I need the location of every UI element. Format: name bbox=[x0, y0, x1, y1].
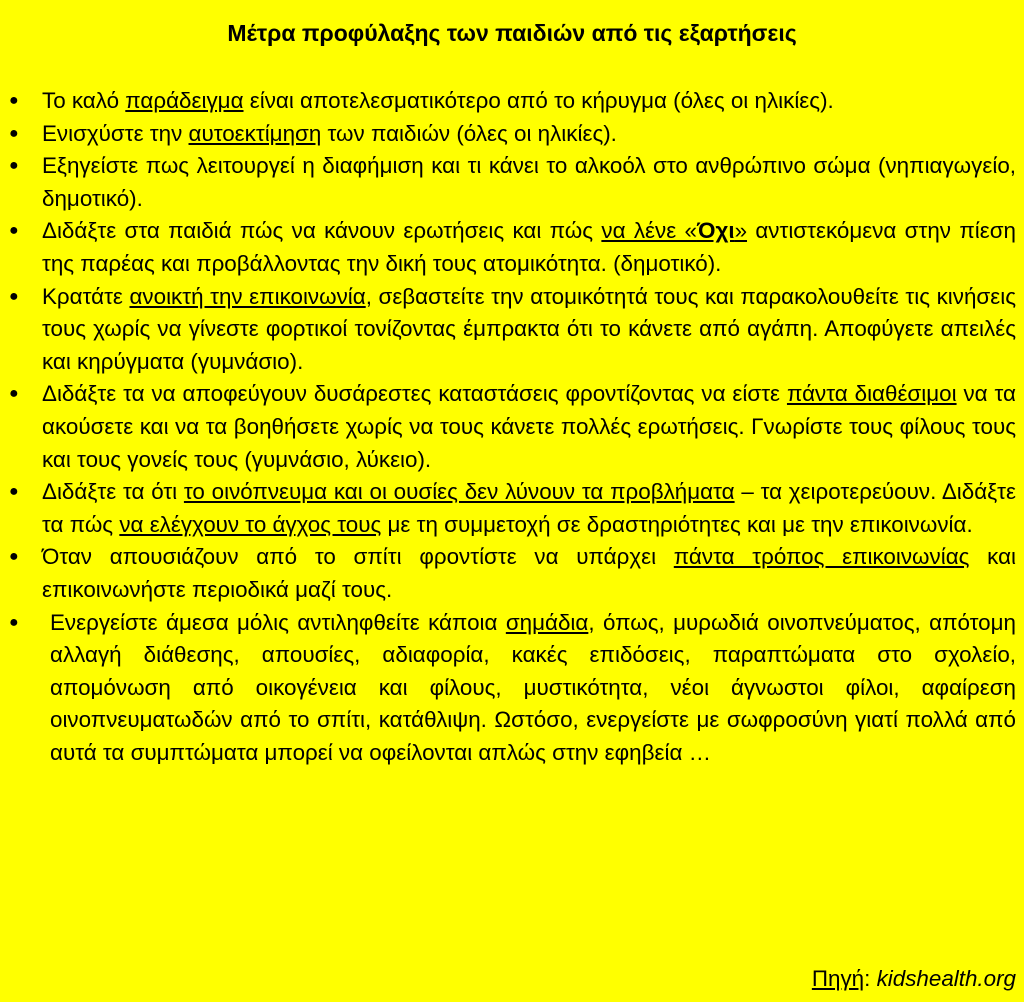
emphasized-text: αυτοεκτίμηση bbox=[188, 120, 322, 146]
emphasized-text: να ελέγχουν το άγχος τους bbox=[119, 511, 382, 537]
emphasized-text: σημάδια bbox=[505, 609, 589, 635]
item-text: Διδάξτε τα να αποφεύγουν δυσάρεστες καταστάσεις φροντίζοντας να είστε bbox=[42, 381, 787, 407]
list-item bbox=[0, 150, 1024, 215]
emphasized-text: Όχι bbox=[696, 218, 735, 244]
list-item bbox=[0, 607, 1024, 770]
item-text: είναι αποτελεσματικότερο από το κήρυγμα (όλες οι ηλικίες). bbox=[243, 88, 834, 113]
list-item bbox=[0, 85, 1024, 118]
item-text: με τη συμμετοχή σε δραστηριότητες και με την επικοινωνία. bbox=[381, 511, 973, 537]
list-item bbox=[0, 281, 1024, 379]
item-text: Το καλό bbox=[42, 88, 126, 113]
emphasized-text: » bbox=[734, 218, 748, 244]
item-text: και επικοινωνήστε περιοδικά μαζί τους. bbox=[42, 544, 1017, 602]
item-text: Ενεργείστε άμεσα μόλις αντιληφθείτε κάποια bbox=[50, 609, 506, 635]
bullet-icon: ● bbox=[9, 124, 19, 142]
item-text: των παιδιών (όλες οι ηλικίες). bbox=[321, 120, 617, 146]
bullet-icon: ● bbox=[9, 287, 19, 305]
list-item bbox=[0, 118, 1024, 151]
source-label: Πηγή bbox=[811, 966, 865, 991]
list-item bbox=[0, 476, 1024, 541]
source-line bbox=[812, 964, 1016, 994]
item-text: Ενισχύστε την bbox=[42, 120, 189, 146]
item-text: Διδάξτε τα ότι bbox=[42, 479, 184, 505]
bullet-list bbox=[0, 85, 1024, 769]
item-text: Διδάξτε στα παιδιά πώς να κάνουν ερωτήσεις και πώς bbox=[42, 218, 602, 244]
source-site[interactable]: kidshealth.org bbox=[876, 966, 1016, 991]
item-text: , όπως, μυρωδιά οινοπνεύματος, απότομη αλλαγή διάθεσης, απουσίες, αδιαφορία, κακές επιδόσεις, παραπτώματα στο σχολείο, απομόνωση από οικογένεια και φίλους, μυστικότητα, νέοι άγνωστοι φίλοι, αφαίρεση οινοπνευματωδών από το σπίτι, κατάθλιψη. Ωστόσο, ενεργείστε με σωφροσύνη γιατί πολλά από αυτά τα συμπτώματα μπορεί να οφείλονται απλώς στην εφηβεία … bbox=[50, 609, 1016, 765]
emphasized-text: πάντα διαθέσιμοι bbox=[786, 381, 957, 407]
bullet-icon: ● bbox=[9, 548, 19, 566]
list-item bbox=[0, 378, 1024, 476]
item-text: αντιστεκόμενα στην πίεση της παρέας και προβάλλοντας την δική τους ατομικότητα. (δημοτικό). bbox=[42, 218, 1016, 276]
bullet-icon: ● bbox=[9, 222, 19, 240]
emphasized-text: να λένε « bbox=[601, 218, 697, 244]
item-text: Κρατάτε bbox=[42, 283, 130, 309]
item-text: Όταν απουσιάζουν από το σπίτι φροντίστε να υπάρχει bbox=[42, 544, 674, 570]
emphasized-text: παράδειγμα bbox=[125, 88, 244, 113]
bullet-icon: ● bbox=[9, 92, 19, 109]
list-item bbox=[0, 215, 1024, 280]
emphasized-text: ανοικτή την επικοινωνία bbox=[129, 283, 366, 309]
emphasized-text: πάντα τρόπος επικοινωνίας bbox=[673, 544, 970, 570]
item-text: , σεβαστείτε την ατομικότητά τους και παρακολουθείτε τις κινήσεις τους χωρίς να γίνεστε φορτικοί τονίζοντας έμπρακτα ότι το κάνετε από αγάπη. Αποφύγετε απειλές και κηρύγματα (γυμνάσιο). bbox=[42, 283, 1016, 374]
bullet-icon: ● bbox=[9, 157, 19, 175]
bullet-icon: ● bbox=[9, 613, 19, 631]
item-text: να τα ακούσετε και να τα βοηθήσετε χωρίς να τους κάνετε πολλές ερωτήσεις. Γνωρίστε τους φίλους τους και τους γονείς τους (γυμνάσιο, λύκειο). bbox=[42, 381, 1016, 472]
emphasized-text: το οινόπνευμα και οι ουσίες δεν λύνουν τα προβλήματα bbox=[183, 479, 735, 505]
page-title: Μέτρα προφύλαξης των παιδιών από τις εξαρτήσεις bbox=[227, 20, 797, 46]
source-separator: : bbox=[864, 966, 877, 991]
item-text: Εξηγείστε πως λειτουργεί η διαφήμιση και τι κάνει το αλκοόλ στο ανθρώπινο σώμα (νηπιαγωγείο, δημοτικό). bbox=[42, 153, 1016, 211]
bullet-icon: ● bbox=[9, 385, 19, 403]
bullet-icon: ● bbox=[9, 483, 19, 501]
list-item bbox=[0, 541, 1024, 606]
item-text: – τα χειροτερεύουν. Διδάξτε τα πώς bbox=[42, 479, 1017, 537]
